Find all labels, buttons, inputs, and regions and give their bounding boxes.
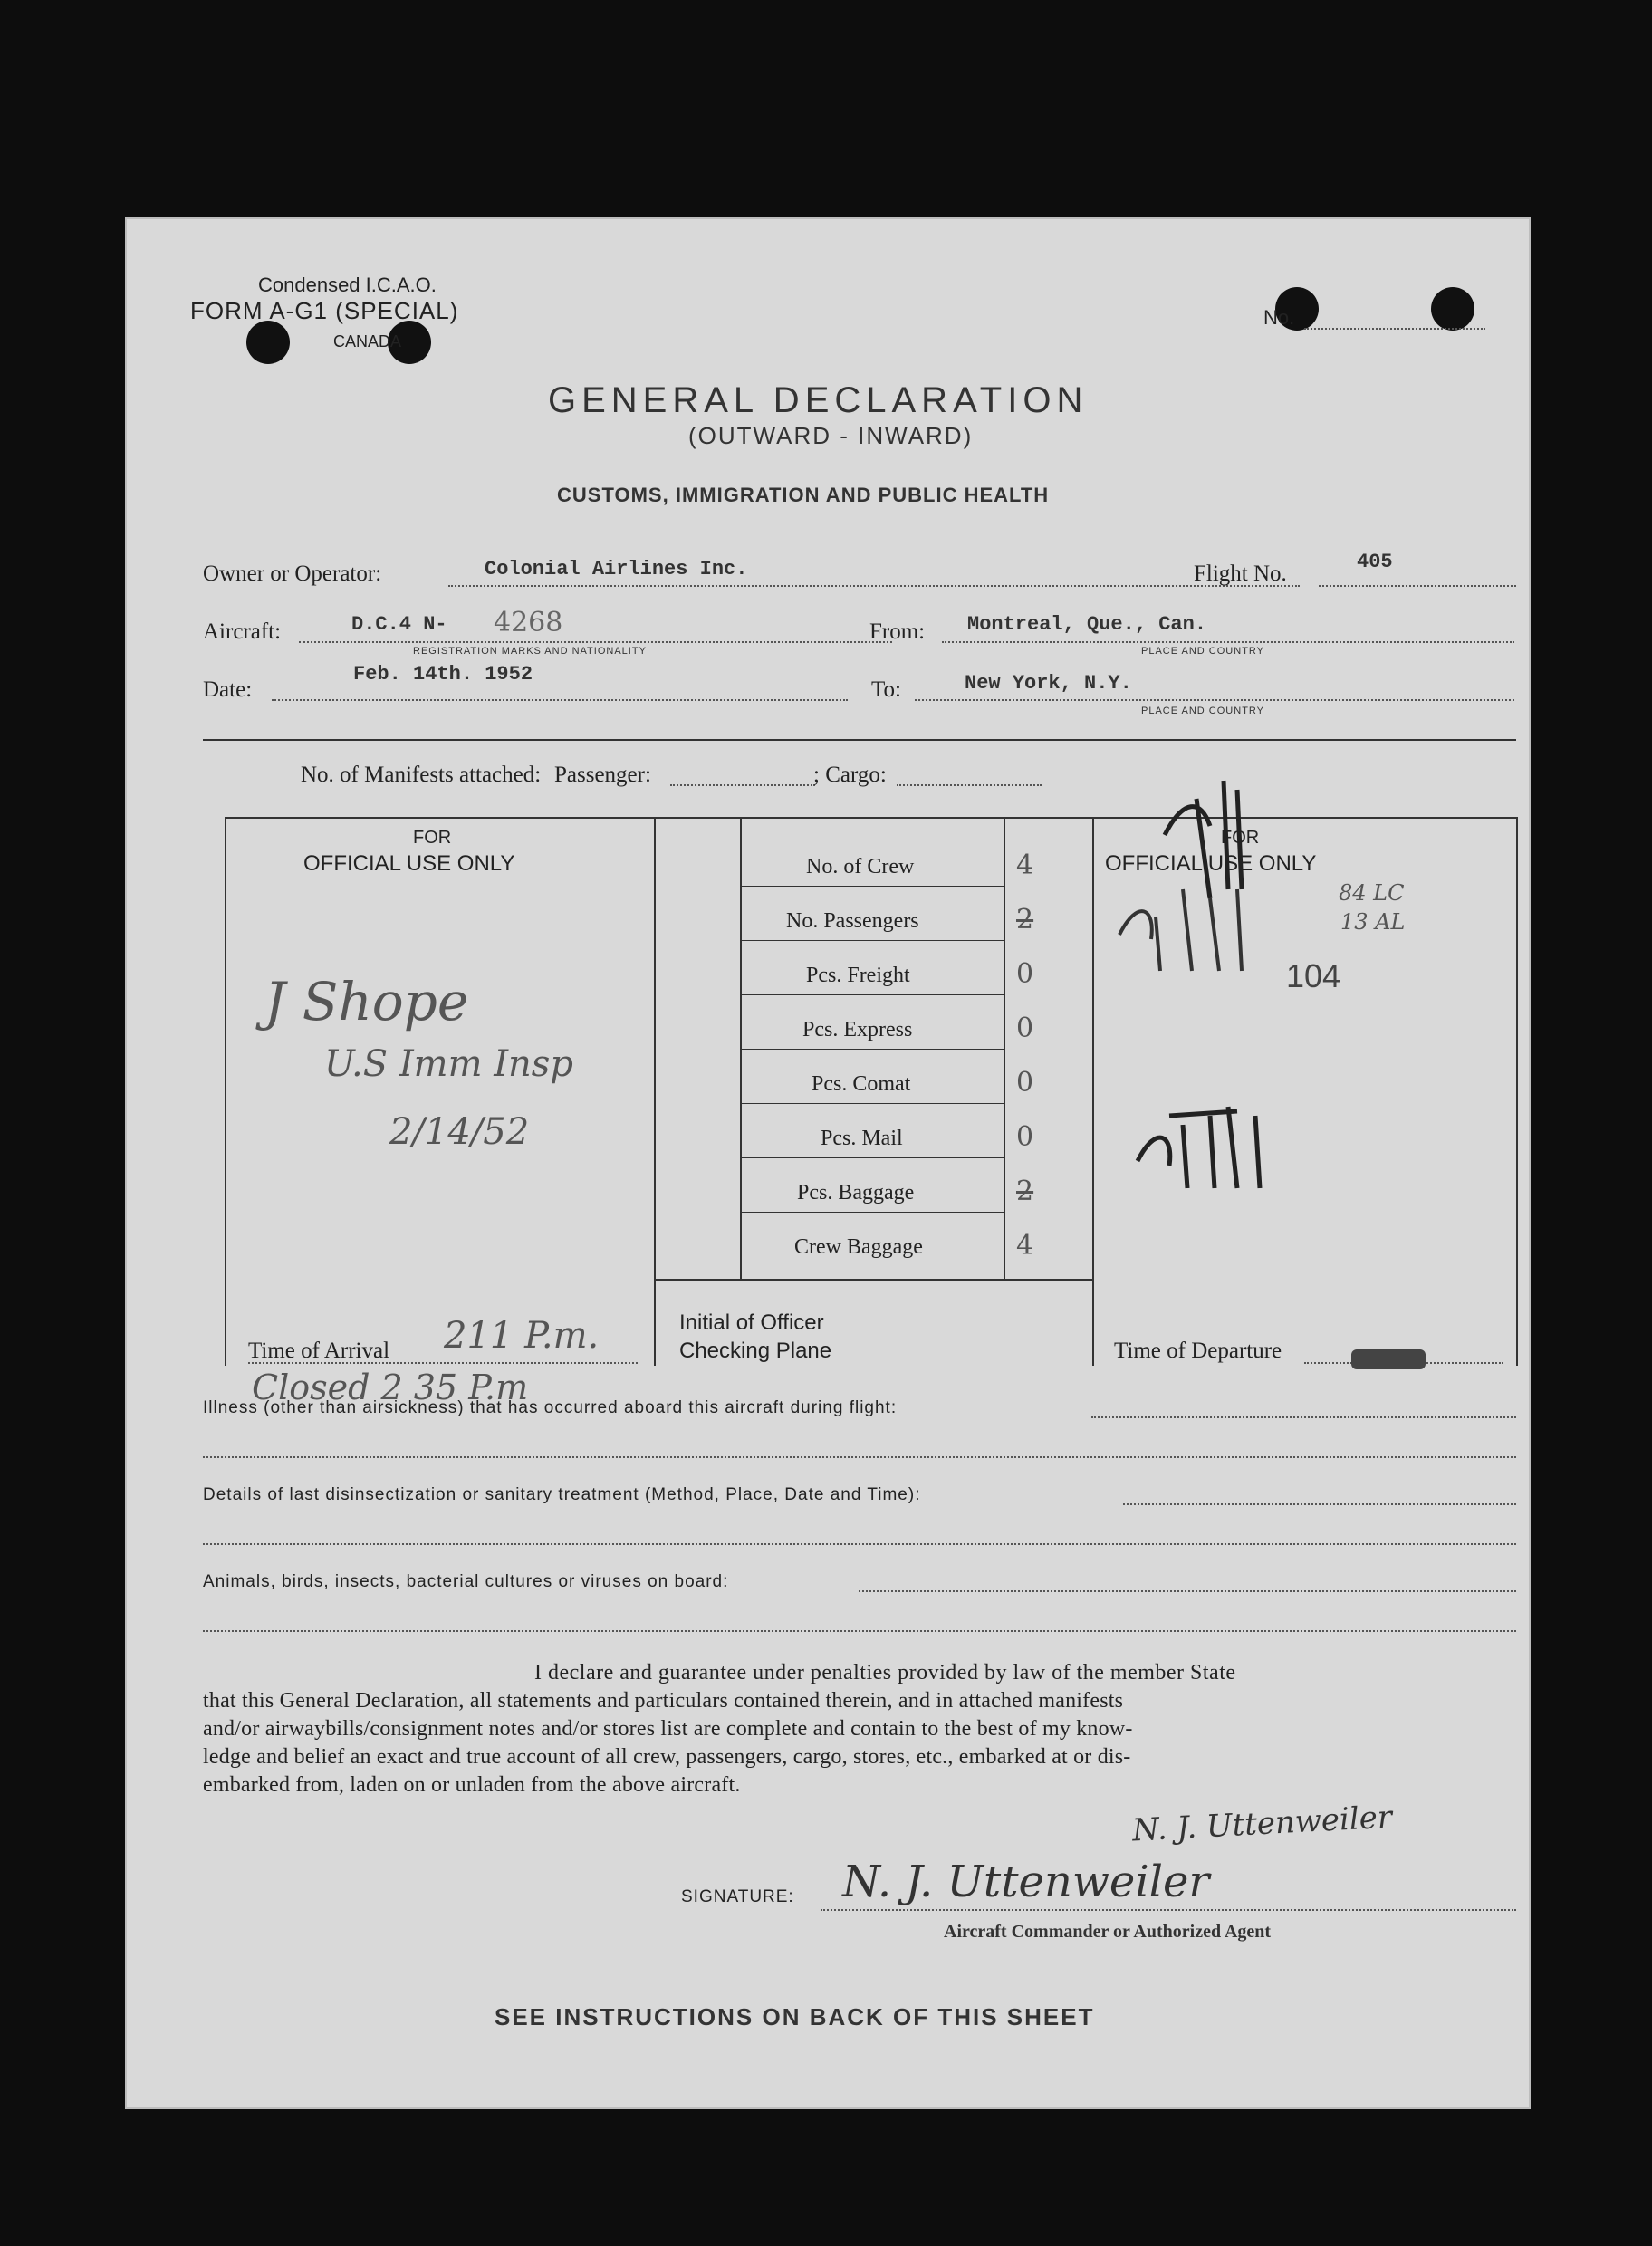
form-no-label: No. bbox=[1263, 306, 1295, 329]
left-header-2: OFFICIAL USE ONLY bbox=[303, 851, 515, 876]
from-value: Montreal, Que., Can. bbox=[967, 613, 1207, 636]
table-border bbox=[225, 817, 1518, 819]
punch-hole bbox=[246, 321, 290, 364]
passenger-label: Passenger: bbox=[554, 763, 651, 787]
form-line-1: Condensed I.C.A.O. bbox=[258, 274, 437, 296]
owner-label: Owner or Operator: bbox=[203, 562, 382, 586]
date-line bbox=[272, 699, 848, 701]
official-number: 104 bbox=[1286, 957, 1341, 994]
initial-line-2: Checking Plane bbox=[679, 1339, 832, 1363]
row-label: Pcs. Baggage bbox=[797, 1181, 915, 1205]
animals-line bbox=[203, 1630, 1516, 1632]
row-line bbox=[740, 994, 1004, 995]
form-line-2: FORM A-G1 (SPECIAL) bbox=[190, 297, 459, 324]
arrival-value: 211 P.m. bbox=[444, 1315, 600, 1357]
official-scribble-mark bbox=[1101, 763, 1310, 1215]
row-line bbox=[740, 1049, 1004, 1050]
passenger-line bbox=[670, 784, 815, 786]
row-value: 2 bbox=[1016, 1176, 1034, 1207]
illness-line bbox=[1091, 1416, 1516, 1418]
disinsect-question: Details of last disinsectization or sanitary treatment (Method, Place, Date and Time): bbox=[203, 1485, 921, 1504]
row-label: Crew Baggage bbox=[794, 1235, 923, 1259]
aircraft-label: Aircraft: bbox=[203, 619, 282, 644]
left-header-1: FOR bbox=[413, 828, 452, 848]
inspector-title: U.S Imm Insp bbox=[324, 1043, 573, 1085]
from-caption: PLACE AND COUNTRY bbox=[1141, 646, 1264, 657]
table-border bbox=[225, 817, 226, 1366]
flight-value: 405 bbox=[1357, 551, 1393, 573]
row-line bbox=[740, 1212, 1004, 1213]
from-label: From: bbox=[869, 619, 926, 644]
page-title: GENERAL DECLARATION bbox=[548, 380, 1089, 420]
declaration-line: ledge and belief an exact and true account of all crew, passengers, cargo, stores, etc., embarked at or dis- bbox=[203, 1745, 1131, 1769]
arrival-line bbox=[248, 1362, 638, 1364]
row-value: 0 bbox=[1016, 1067, 1034, 1099]
signature-line bbox=[821, 1909, 1516, 1911]
inspector-date: 2/14/52 bbox=[389, 1111, 530, 1153]
table-border bbox=[1516, 817, 1518, 1366]
row-value: 0 bbox=[1016, 1013, 1034, 1044]
row-line bbox=[740, 1103, 1004, 1104]
declaration-form bbox=[125, 217, 1531, 2109]
row-line bbox=[740, 940, 1004, 941]
row-line bbox=[740, 1157, 1004, 1158]
to-label: To: bbox=[871, 677, 901, 702]
illness-line bbox=[203, 1456, 1516, 1458]
declaration-line: and/or airwaybills/consignment notes and/or stores list are complete and contain to the best of my know- bbox=[203, 1717, 1133, 1741]
right-header-1: FOR bbox=[1221, 828, 1260, 848]
footer-instructions: SEE INSTRUCTIONS ON BACK OF THIS SHEET bbox=[495, 2003, 1095, 2030]
table-column-divider bbox=[1092, 817, 1094, 1366]
initial-line-1: Initial of Officer bbox=[679, 1310, 824, 1335]
table-column-divider bbox=[1004, 817, 1005, 1279]
owner-line bbox=[448, 585, 1300, 587]
cargo-line bbox=[897, 784, 1042, 786]
row-value: 4 bbox=[1016, 849, 1034, 881]
aircraft-caption: REGISTRATION MARKS AND NATIONALITY bbox=[413, 646, 647, 657]
form-no-line bbox=[1304, 328, 1485, 330]
aircraft-value: D.C.4 N- bbox=[351, 613, 447, 636]
row-label: Pcs. Freight bbox=[806, 964, 910, 987]
departure-label: Time of Departure bbox=[1114, 1339, 1282, 1363]
to-value: New York, N.Y. bbox=[965, 672, 1132, 695]
inspector-signature: J Shope bbox=[264, 971, 469, 1032]
departure-smudge bbox=[1351, 1349, 1426, 1369]
signature-handwritten: N. J. Uttenweiler bbox=[842, 1857, 1210, 1907]
from-line bbox=[942, 641, 1514, 643]
date-value: Feb. 14th. 1952 bbox=[353, 663, 533, 686]
declaration-line: that this General Declaration, all statements and particulars contained therein, and in attached manifests bbox=[203, 1689, 1124, 1713]
row-value: 0 bbox=[1016, 958, 1034, 990]
animals-question: Animals, birds, insects, bacterial cultures or viruses on board: bbox=[203, 1572, 729, 1591]
form-line-3: CANADA bbox=[333, 332, 402, 350]
disinsect-line bbox=[1123, 1503, 1516, 1505]
cargo-label: ; Cargo: bbox=[813, 763, 887, 787]
page-subtitle: (OUTWARD - INWARD) bbox=[688, 422, 974, 449]
date-label: Date: bbox=[203, 677, 253, 702]
closed-note: Closed 2 35 P.m bbox=[252, 1368, 529, 1407]
row-label: Pcs. Mail bbox=[821, 1127, 903, 1150]
manifests-label: No. of Manifests attached: bbox=[301, 763, 542, 787]
row-value: 4 bbox=[1016, 1230, 1034, 1262]
section-divider bbox=[203, 739, 1516, 741]
punch-hole bbox=[1431, 287, 1474, 331]
to-caption: PLACE AND COUNTRY bbox=[1141, 705, 1264, 716]
flight-label: Flight No. bbox=[1194, 562, 1287, 586]
row-label: No. of Crew bbox=[806, 855, 915, 878]
page-subheading: CUSTOMS, IMMIGRATION AND PUBLIC HEALTH bbox=[557, 484, 1050, 506]
animals-line bbox=[859, 1590, 1516, 1592]
official-note-2: 13 AL bbox=[1340, 909, 1406, 935]
illness-question: Illness (other than airsickness) that has occurred aboard this aircraft during flight: bbox=[203, 1398, 898, 1417]
to-line bbox=[915, 699, 1514, 701]
aircraft-line bbox=[299, 641, 892, 643]
declaration-line: embarked from, laden on or unladen from the above aircraft. bbox=[203, 1773, 741, 1797]
signature-handwritten-above: N. J. Uttenweiler bbox=[1131, 1799, 1393, 1849]
signature-caption: Aircraft Commander or Authorized Agent bbox=[944, 1922, 1272, 1942]
row-value: 2 bbox=[1016, 904, 1034, 936]
flight-line bbox=[1319, 585, 1516, 587]
owner-value: Colonial Airlines Inc. bbox=[485, 558, 748, 581]
row-label: Pcs. Comat bbox=[812, 1072, 911, 1096]
table-column-divider bbox=[654, 817, 656, 1366]
row-label: No. Passengers bbox=[786, 909, 919, 933]
declaration-line: I declare and guarantee under penalties provided by law of the member State bbox=[534, 1661, 1236, 1684]
row-value: 0 bbox=[1016, 1121, 1034, 1153]
table-row-divider bbox=[654, 1279, 1092, 1281]
row-line bbox=[740, 886, 1004, 887]
row-label: Pcs. Express bbox=[802, 1018, 913, 1041]
official-note-1: 84 LC bbox=[1339, 880, 1405, 906]
disinsect-line bbox=[203, 1543, 1516, 1545]
signature-label: SIGNATURE: bbox=[681, 1887, 794, 1906]
aircraft-handwritten: 4268 bbox=[494, 607, 563, 638]
right-header-2: OFFICIAL USE ONLY bbox=[1105, 851, 1317, 876]
arrival-label: Time of Arrival bbox=[248, 1339, 390, 1363]
